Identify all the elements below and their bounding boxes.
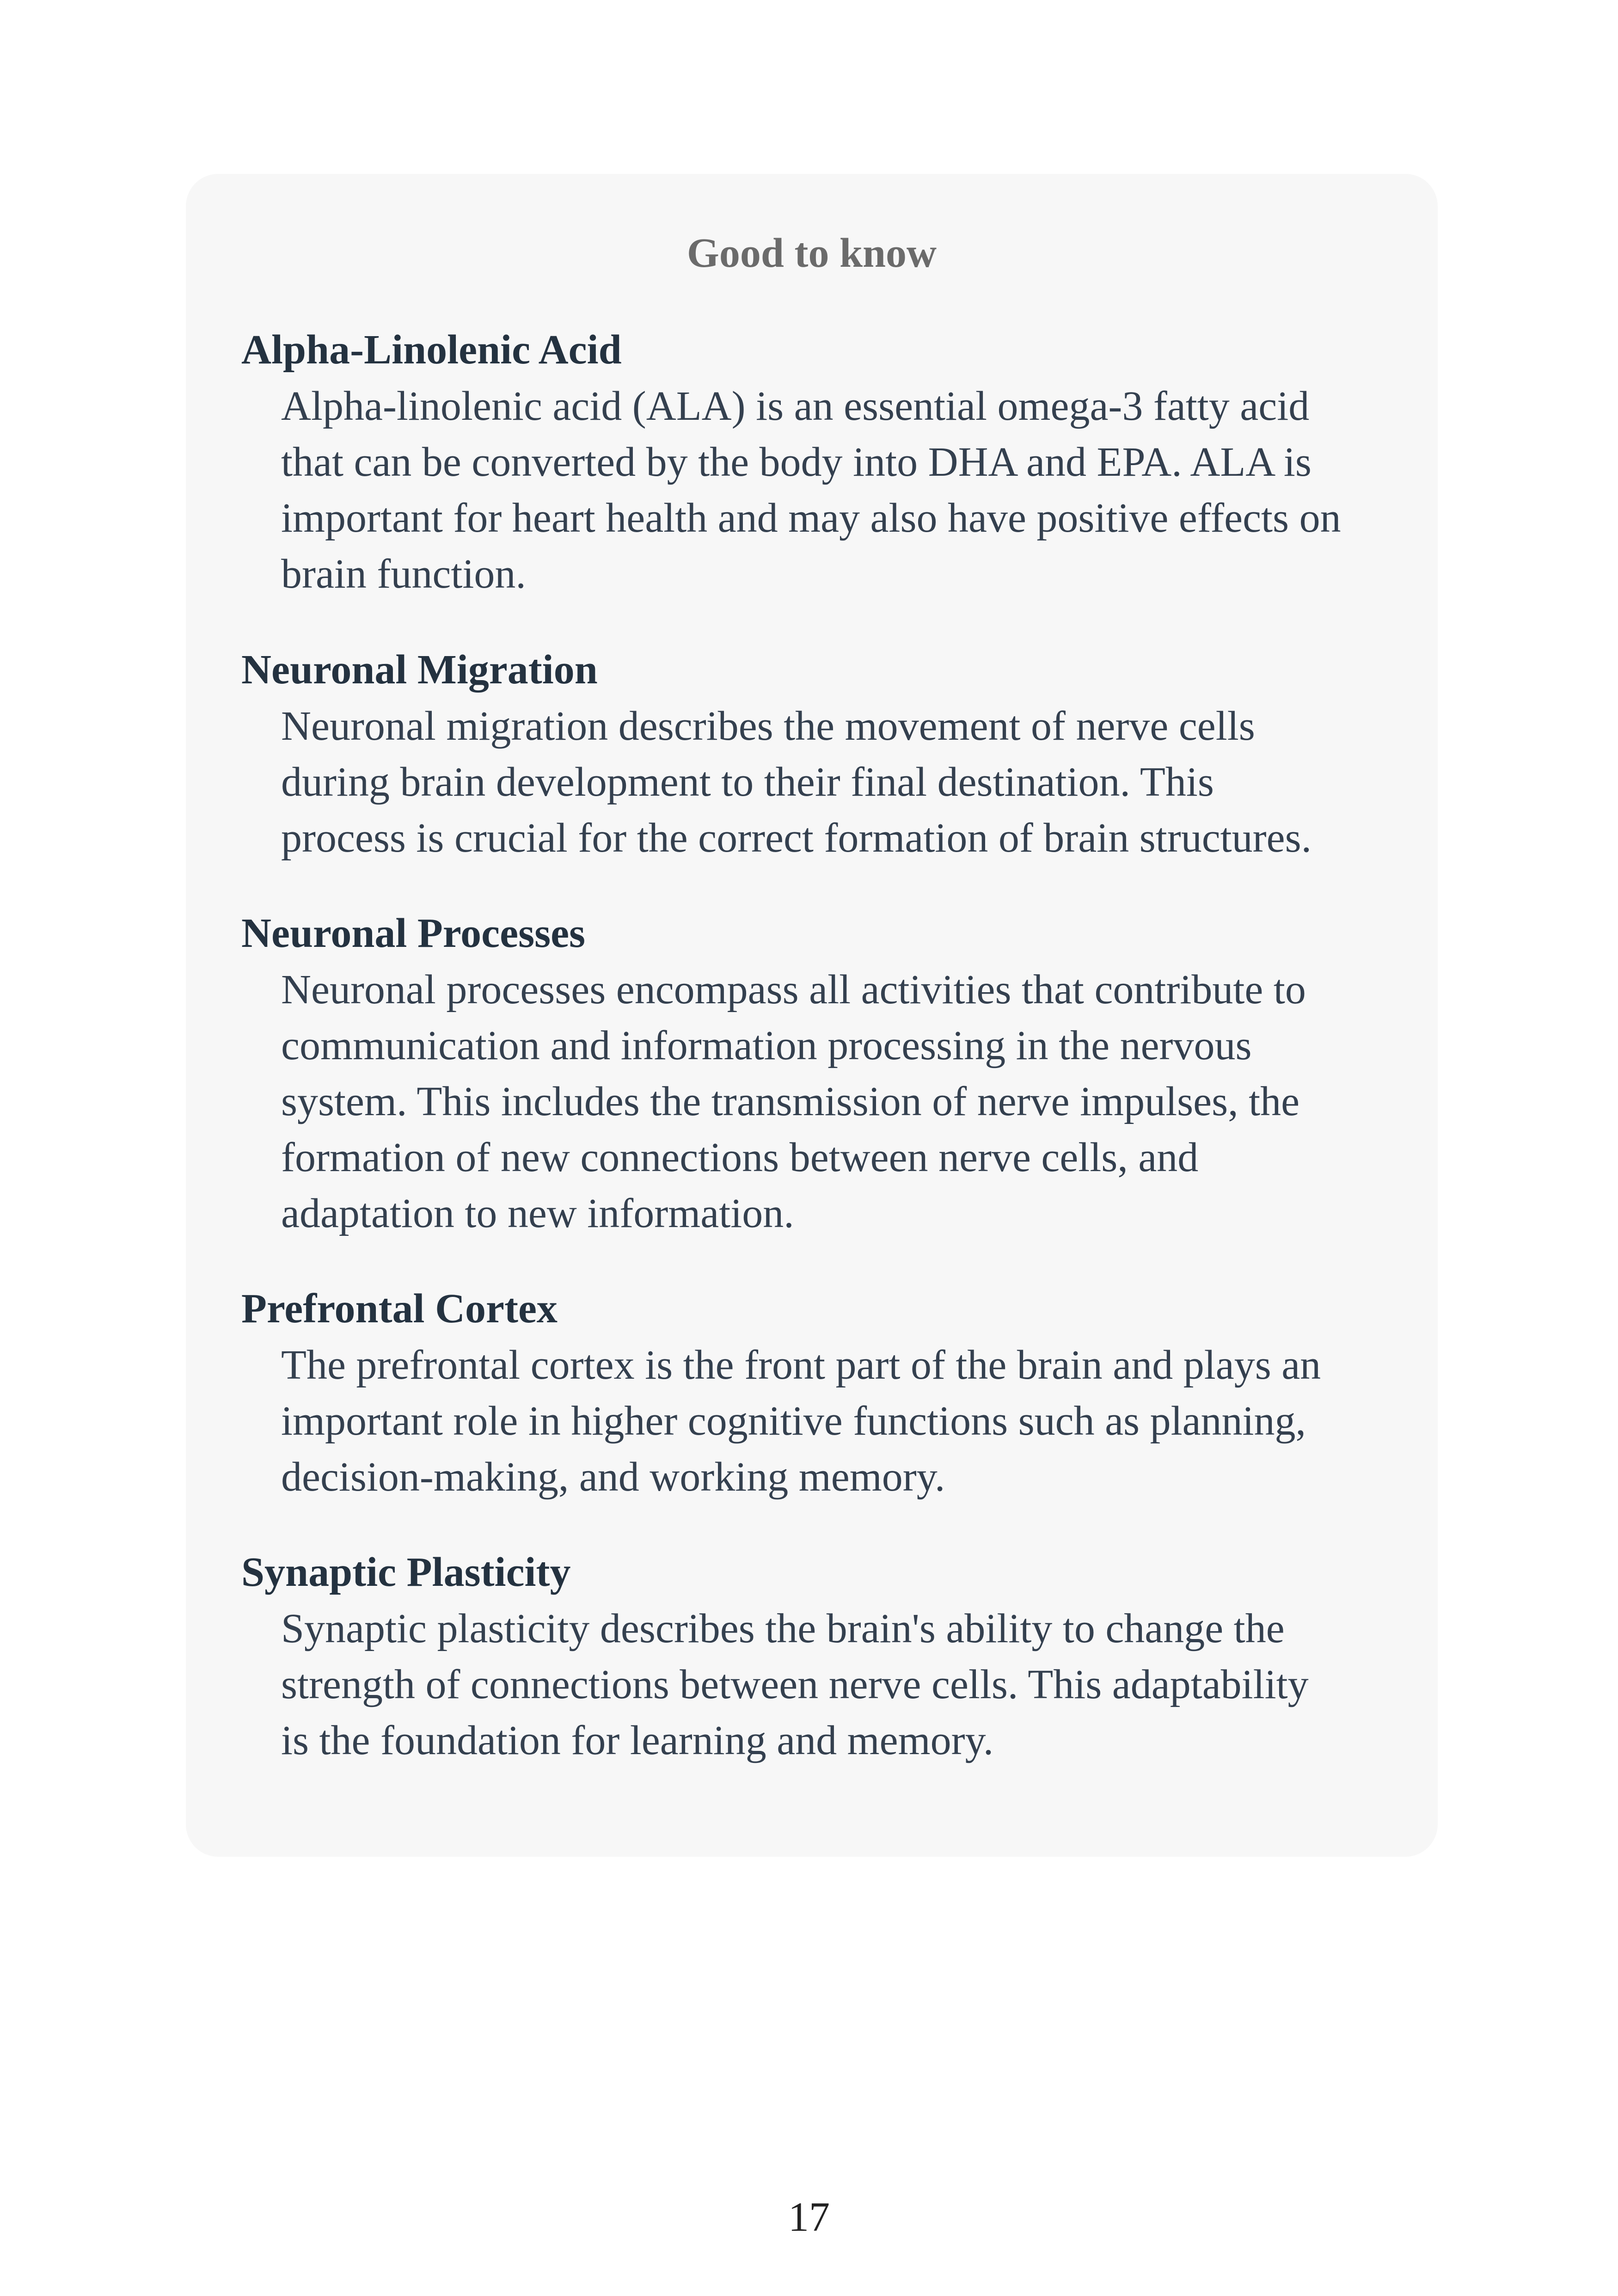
glossary-term: Prefrontal Cortex [241,1286,558,1332]
glossary-term: Neuronal Processes [241,910,586,956]
page-number: 17 [788,2194,830,2240]
glossary-definition: Synaptic plasticity describes the brain's ability to change the strength of connections between nerve cells. This adaptability is the foundation for learning and memory. [281,1606,1309,1763]
glossary-term: Neuronal Migration [241,647,598,693]
glossary-entry-prefrontal-cortex [241,1281,1411,1505]
glossary-definition: Neuronal processes encompass all activities that contribute to communication and information processing in the nervous system. This includes the transmission of nerve impulses, the formation of new connections between nerve cells, and adaptation to new information. [281,967,1306,1236]
glossary-term: Synaptic Plasticity [241,1549,571,1595]
glossary-definition: Alpha-linolenic acid (ALA) is an essential omega-3 fatty acid that can be converted by the body into DHA and EPA. ALA is important for heart health and may also have positive effects on brain function. [281,383,1341,597]
glossary-entry-alpha-linolenic-acid [241,322,1411,602]
good-to-know-box [186,174,1438,1857]
glossary-definition: The prefrontal cortex is the front part of the brain and plays an important role in higher cognitive functions such as planning, decision-making, and working memory. [281,1342,1321,1500]
glossary-entry-neuronal-migration [241,642,1411,866]
glossary-entry-synaptic-plasticity [241,1544,1411,1768]
box-heading: Good to know [686,230,937,276]
glossary-entry-neuronal-processes [241,905,1411,1241]
glossary-definition: Neuronal migration describes the movement of nerve cells during brain development to their final destination. This process is crucial for the correct formation of brain structures. [281,703,1312,861]
glossary-term: Alpha-Linolenic Acid [241,327,622,373]
